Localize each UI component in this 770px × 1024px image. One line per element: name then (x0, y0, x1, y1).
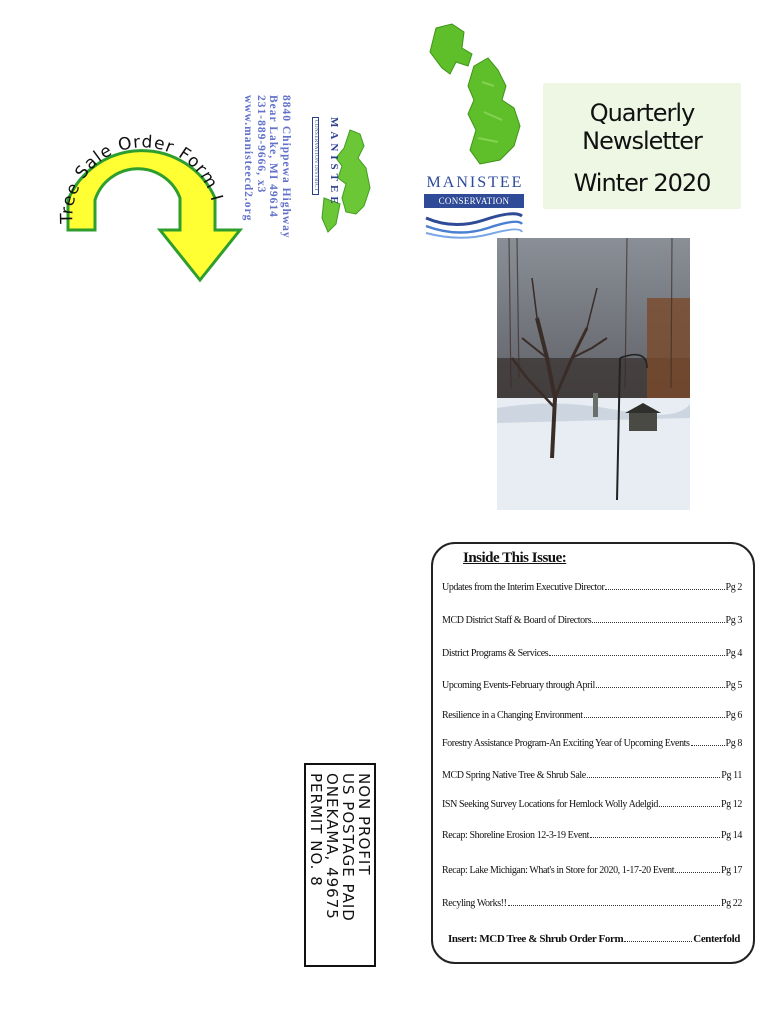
toc-item-title: Forestry Assistance Program-An Exciting Year of Upcoming Events (442, 738, 690, 749)
toc-item[interactable] (442, 799, 742, 810)
toc-item-page: Pg 14 (720, 830, 742, 841)
toc-item[interactable] (442, 710, 742, 721)
toc-item-title: District Programs & Services (442, 648, 549, 659)
toc-item-page: Pg 5 (725, 680, 742, 691)
logo-name: MANISTEE (426, 174, 524, 191)
toc-item-title: Recyling Works!! (442, 898, 507, 909)
toc-item-page: Pg 6 (725, 710, 742, 721)
toc-item-page: Pg 2 (725, 582, 742, 593)
newsletter-issue: Winter 2020 (573, 169, 711, 197)
toc-item-page: Pg 17 (720, 865, 742, 876)
curved-arrow-icon (45, 80, 245, 310)
tree-sale-text: Tree Sale Order Form I (57, 132, 227, 224)
return-logo-sub: CONSERVATION DISTRICT (312, 117, 319, 195)
indicia-line: PERMIT NO. 8 (307, 773, 325, 887)
inside-this-issue (431, 542, 755, 964)
address-city: Bear Lake, MI 49614 (267, 95, 280, 218)
tree-sale-promo (45, 80, 245, 310)
toc-item-title: Updates from the Interim Executive Director (442, 582, 605, 593)
toc-item-page: Pg 8 (725, 738, 742, 749)
postage-indicia (304, 763, 376, 967)
indicia-line: NON PROFIT (355, 773, 373, 876)
toc-item-page: Pg 22 (720, 898, 742, 909)
toc-item[interactable] (442, 680, 742, 691)
michigan-map-icon (422, 22, 532, 172)
newsletter-title-box (543, 83, 741, 209)
return-logo-name: MANISTEE (328, 117, 340, 208)
toc-item[interactable] (442, 648, 742, 659)
toc-item[interactable] (442, 830, 742, 841)
toc-heading: Inside This Issue: (463, 550, 567, 566)
toc-insert-label: Insert: MCD Tree & Shrub Order Form (448, 933, 624, 945)
toc-insert-line[interactable] (448, 933, 740, 945)
toc-item-title: Upcoming Events-February through April (442, 680, 595, 691)
toc-item-page: Pg 4 (725, 648, 742, 659)
newsletter-title: Quarterly Newsletter (582, 99, 702, 155)
address-street: 8840 Chippewa Highway (280, 95, 292, 239)
toc-item-page: Pg 12 (720, 799, 742, 810)
logo-subtitle: CONSERVATION DISTRICT (424, 194, 524, 208)
indicia-line: ONEKAMA, 49675 (323, 773, 341, 920)
snowy-yard-photo (497, 238, 690, 510)
return-address (236, 95, 426, 265)
return-logo (310, 117, 340, 247)
toc-insert-location: Centerfold (693, 933, 740, 945)
toc-item[interactable] (442, 865, 742, 876)
toc-item-title: Recap: Lake Michigan: What's in Store for 2020, 1-17-20 Event (442, 865, 675, 876)
address-website: www.manisteecd2.org (242, 95, 255, 222)
toc-item-title: MCD Spring Native Tree & Shrub Sale (442, 770, 586, 781)
toc-item[interactable] (442, 898, 742, 909)
mcd-logo (420, 22, 530, 222)
water-waves-icon (424, 208, 524, 240)
toc-item[interactable] (442, 770, 742, 781)
toc-item-page: Pg 11 (721, 770, 742, 781)
indicia-line: US POSTAGE PAID (339, 773, 357, 922)
toc-item-page: Pg 3 (725, 615, 742, 626)
toc-item[interactable] (442, 738, 742, 749)
address-phone: 231-889-9666, x3 (255, 95, 267, 194)
toc-item-title: Recap: Shoreline Erosion 12-3-19 Event (442, 830, 589, 841)
toc-item[interactable] (442, 582, 742, 593)
toc-item-title: MCD District Staff & Board of Directors (442, 615, 592, 626)
toc-item[interactable] (442, 615, 742, 626)
cover-photo (497, 238, 690, 510)
toc-item-title: ISN Seeking Survey Locations for Hemlock Wolly Adelgid (442, 799, 658, 810)
toc-item-title: Resilience in a Changing Environment (442, 710, 583, 721)
